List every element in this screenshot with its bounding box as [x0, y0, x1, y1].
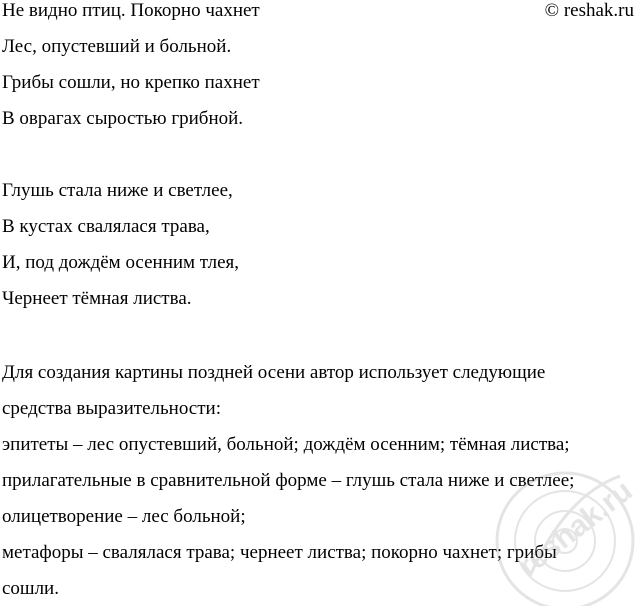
answer-line: олицетворение – лес больной; — [2, 506, 246, 527]
poem-line: В кустах свалялася трава, — [2, 216, 210, 237]
answer-line: Для создания картины поздней осени автор использует следующие — [2, 362, 546, 383]
svg-text:reshak.ru: reshak.ru — [511, 474, 639, 584]
poem-line: И, под дождём осенним тлея, — [2, 252, 240, 273]
poem-line: Чернеет тёмная листва. — [2, 288, 192, 309]
answer-line: эпитеты – лес опустевший, больной; дождём осенним; тёмная листва; — [2, 434, 570, 455]
poem-line: Не видно птиц. Покорно чахнет — [2, 0, 260, 21]
document-page — [2, 0, 638, 600]
poem-line: Лес, опустевший и больной. — [2, 36, 232, 57]
answer-line: средства выразительности: — [2, 398, 221, 419]
answer-line: прилагательные в сравнительной форме – глушь стала ниже и светлее; — [2, 470, 575, 491]
poem-line: Глушь стала ниже и светлее, — [2, 180, 233, 201]
copyright-notice: © reshak.ru — [544, 0, 634, 21]
answer-line: сошли. — [2, 578, 59, 599]
poem-line: Грибы сошли, но крепко пахнет — [2, 72, 260, 93]
answer-line: метафоры – свалялася трава; чернеет листва; покорно чахнет; грибы — [2, 542, 557, 563]
poem-line: В оврагах сыростью грибной. — [2, 108, 244, 129]
